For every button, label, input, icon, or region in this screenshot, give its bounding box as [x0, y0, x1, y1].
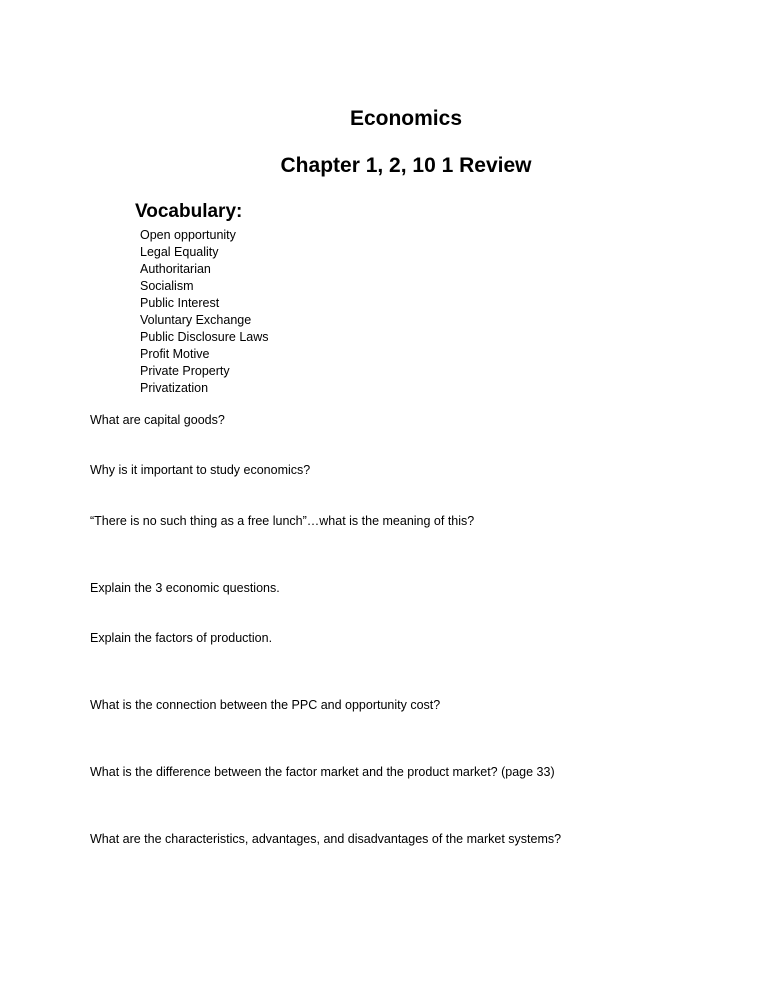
question: What is the connection between the PPC and opportunity cost? — [90, 698, 441, 712]
document-title: Economics — [349, 107, 463, 130]
question: Explain the 3 economic questions. — [90, 581, 280, 595]
vocabulary-item: Public Interest — [140, 296, 220, 310]
vocabulary-heading: Vocabulary: — [135, 201, 243, 222]
vocabulary-item: Voluntary Exchange — [140, 313, 252, 327]
question: What are the characteristics, advantages, and disadvantages of the market systems? — [90, 832, 562, 846]
vocabulary-item: Profit Motive — [140, 347, 210, 361]
question: What is the difference between the factor market and the product market? (page 33) — [90, 765, 555, 779]
vocabulary-item: Privatization — [140, 381, 209, 395]
question: What are capital goods? — [90, 413, 225, 427]
question: Explain the factors of production. — [90, 631, 273, 645]
document-subtitle: Chapter 1, 2, 10 1 Review — [280, 154, 532, 177]
question: Why is it important to study economics? — [90, 463, 311, 477]
question: “There is no such thing as a free lunch”…what is the meaning of this? — [90, 514, 475, 528]
vocabulary-item: Authoritarian — [140, 262, 211, 276]
vocabulary-item: Socialism — [140, 279, 194, 293]
vocabulary-item: Open opportunity — [140, 228, 236, 242]
vocabulary-item: Legal Equality — [140, 245, 219, 259]
vocabulary-item: Private Property — [140, 364, 230, 378]
vocabulary-item: Public Disclosure Laws — [140, 330, 269, 344]
vocabulary-list — [140, 227, 269, 397]
